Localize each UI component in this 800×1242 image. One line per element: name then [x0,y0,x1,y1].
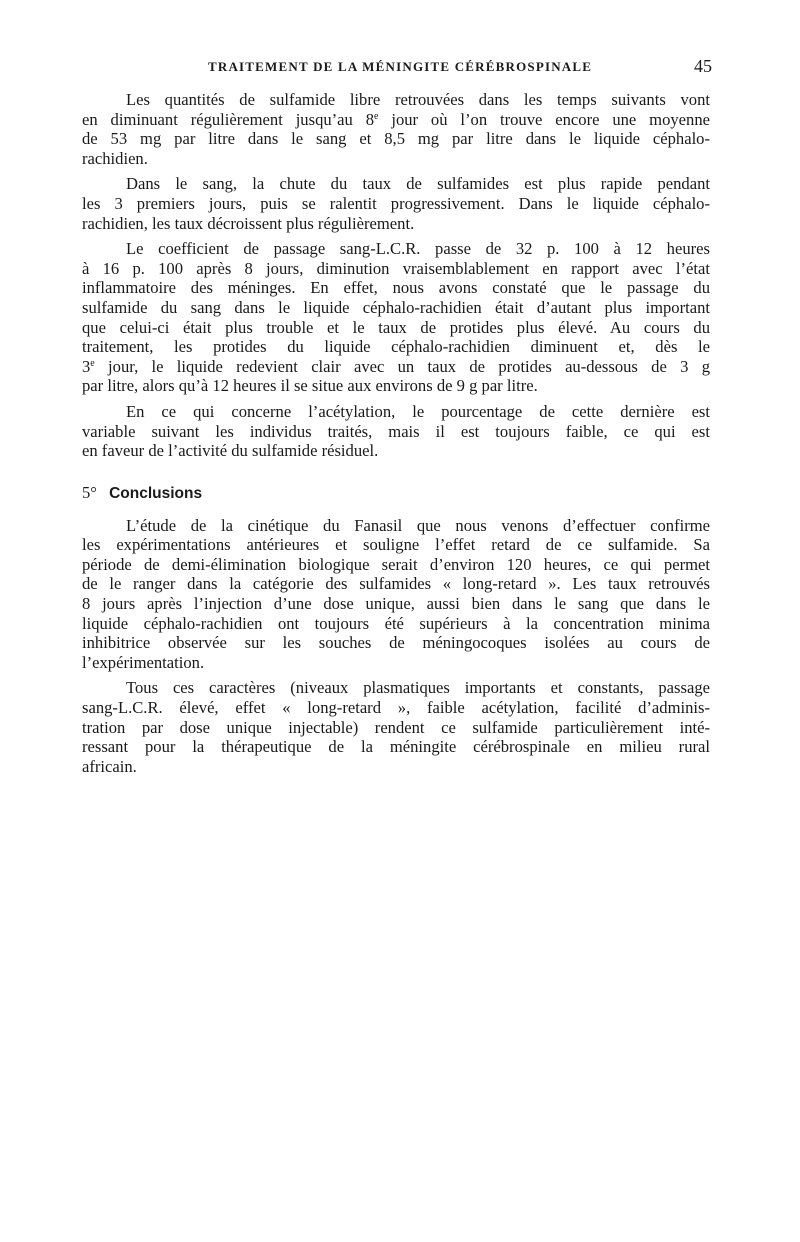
text-line: sang-L.C.R. élevé, effet « long-retard », faible acétylation, facilité d’adminis- [82,698,710,718]
text-line: liquide céphalo-rachidien ont toujours été supérieurs à la concentration minima [82,613,710,633]
superscript: e [90,357,95,369]
paragraph-passage-coefficient [82,239,710,396]
text-line: de 53 mg par litre dans le sang et 8,5 mg par litre dans le liquide céphalo- [82,129,710,149]
text-line: Le coefficient de passage sang-L.C.R. passe de 32 p. 100 à 12 heures [126,239,710,259]
text-line: période de demi-élimination biologique serait d’environ 120 heures, ce qui permet [82,554,710,574]
text-line: Les quantités de sulfamide libre retrouvées dans les temps suivants vont [126,90,710,109]
running-title: TRAITEMENT DE LA MÉNINGITE CÉRÉBROSPINALE [208,59,593,74]
text-line: les 3 premiers jours, puis se ralentit progressivement. Dans le liquide céphalo- [82,193,710,213]
page-number: 45 [694,56,712,76]
text-line: Dans le sang, la chute du taux de sulfamides est plus rapide pendant [126,174,710,194]
text-line: sulfamide du sang dans le liquide céphalo-rachidien était d’autant plus important [82,297,710,317]
text-line: africain. [82,756,137,776]
text-line: inflammatoire des méninges. En effet, nous avons constaté que le passage du [82,278,710,298]
text-line: En ce qui concerne l’acétylation, le pourcentage de cette dernière est [126,401,710,421]
paragraph-blood-decline [82,174,710,233]
text-line: en faveur de l’activité du sulfamide résiduel. [82,441,379,461]
text-fragment: 3 [82,356,91,376]
paragraph-free-sulfamide [82,90,710,168]
text-fragment: en diminuant régulièrement jusqu’au 8 [82,109,375,129]
text-line: 8 jours après l’injection d’une dose unique, aussi bien dans le sang que dans le [82,594,710,614]
text-line: par litre, alors qu’à 12 heures il se situe aux environs de 9 g par litre. [82,376,538,396]
text-fragment: jour où l’on trouve encore une moyenne [378,109,710,129]
superscript: e [374,110,379,122]
text-line: les expérimentations antérieures et souligne l’effet retard de ce sulfamide. Sa [82,535,710,555]
section-number: 5° [82,482,97,502]
text-line: que celui-ci était plus trouble et le taux de protides plus élevé. Au cours du [82,317,710,337]
text-line: inhibitrice observée sur les souches de méningocoques isolées au cours de [82,633,710,653]
document-page [82,56,710,782]
text-fragment: jour, le liquide redevient clair avec un taux de protides au-dessous de 3 g [94,356,710,376]
text-line: L’étude de la cinétique du Fanasil que nous venons d’effectuer confirme [126,515,710,535]
text-line: traitement, les protides du liquide céphalo-rachidien diminuent et, dès le [82,337,710,357]
text-line: Tous ces caractères (niveaux plasmatiques importants et constants, passage [126,678,710,698]
text-line: l’expérimentation. [82,652,205,672]
paragraph-conclusion-summary [82,678,710,776]
text-line: tration par dose unique injectable) rendent ce sulfamide particulièrement inté- [82,717,710,737]
paragraph-conclusion-kinetics [82,516,710,673]
text-line [82,110,710,130]
running-header [82,56,710,82]
paragraph-acetylation [82,402,710,461]
text-line: rachidien. [82,148,148,168]
text-line: de le ranger dans la catégorie des sulfamides « long-retard ». Les taux retrouvés [82,574,710,594]
text-line [82,357,710,377]
text-line: ressant pour la thérapeutique de la méningite cérébrospinale en milieu rural [82,737,710,757]
section-title: Conclusions [109,484,203,502]
text-line: variable suivant les individus traités, mais il est toujours faible, ce qui est [82,421,710,441]
section-heading [82,483,710,504]
text-line: rachidien, les taux décroissent plus régulièrement. [82,213,415,233]
text-line: à 16 p. 100 après 8 jours, diminution vraisemblablement en rapport avec l’état [82,258,710,278]
